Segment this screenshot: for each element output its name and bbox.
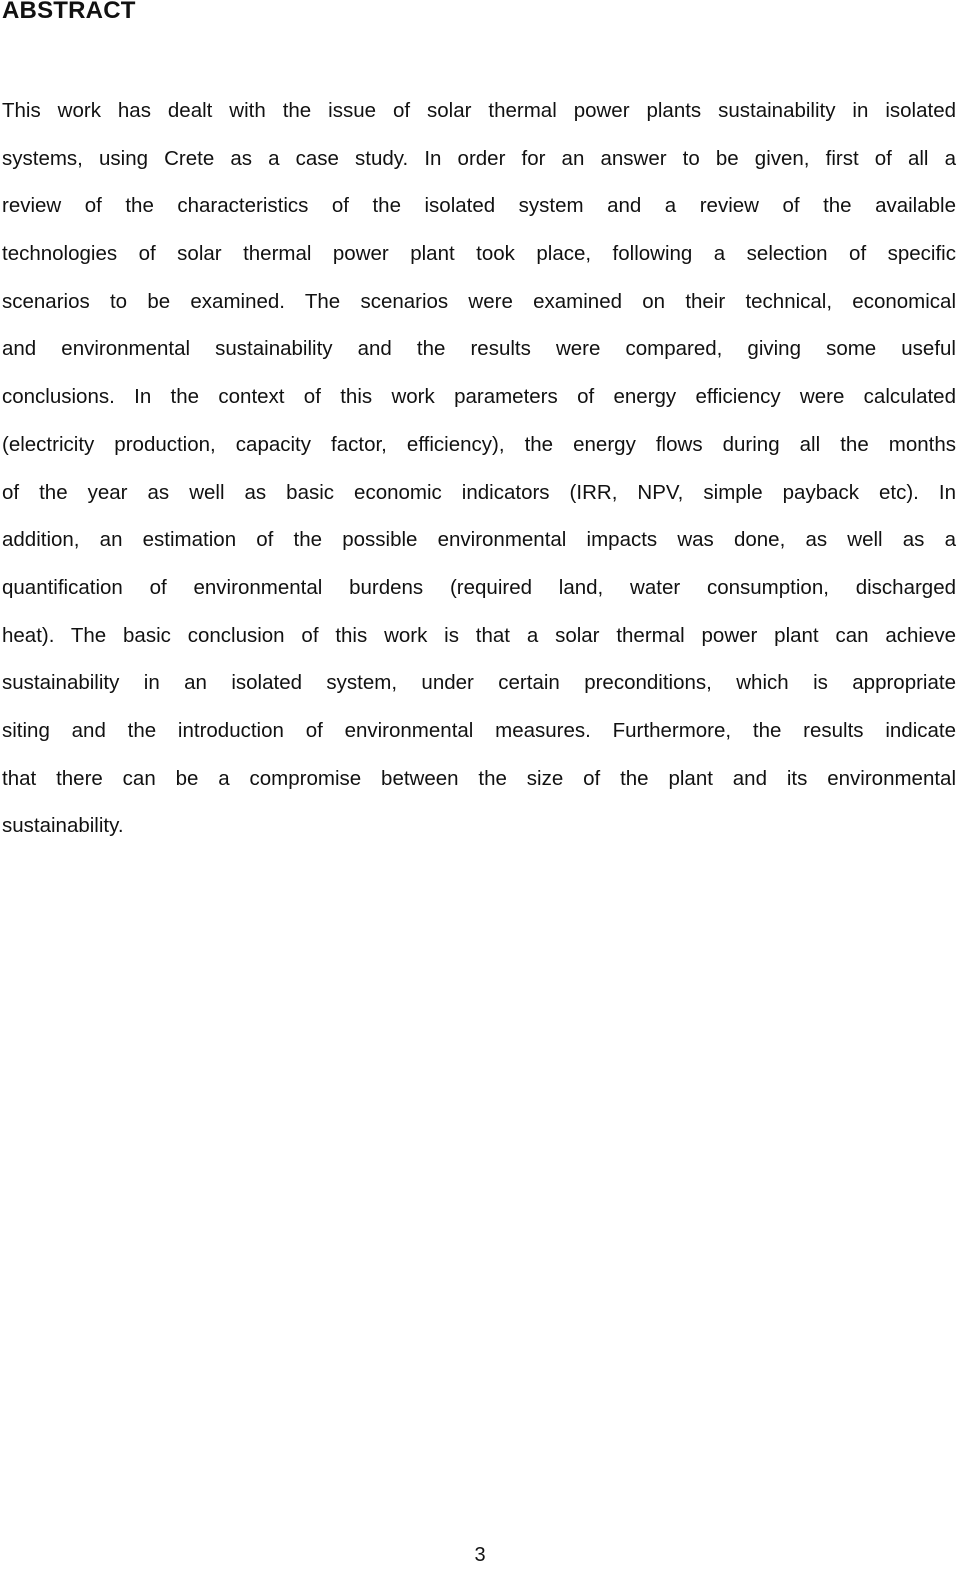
abstract-paragraph xyxy=(2,87,956,850)
paragraph-line: of the year as well as basic economic indicators (IRR, NPV, simple payback etc). In xyxy=(2,480,956,504)
paragraph-line: This work has dealt with the issue of solar thermal power plants sustainability in isolated xyxy=(2,99,956,122)
page-number: 3 xyxy=(474,1544,486,1566)
paragraph-line: addition, an estimation of the possible environmental impacts was done, as well as a xyxy=(2,528,956,552)
paragraph-line: and environmental sustainability and the results were compared, giving some useful xyxy=(2,337,956,361)
paragraph-line: scenarios to be examined. The scenarios were examined on their technical, economical xyxy=(2,289,956,313)
paragraph-line: that there can be a compromise between the size of the plant and its environmental xyxy=(2,766,956,790)
paragraph-line: siting and the introduction of environmental measures. Furthermore, the results indicate xyxy=(2,718,956,742)
paragraph-line: review of the characteristics of the isolated system and a review of the available xyxy=(2,194,956,218)
paragraph-line: conclusions. In the context of this work parameters of energy efficiency were calculated xyxy=(2,385,956,409)
paragraph-line: heat). The basic conclusion of this work is that a solar thermal power plant can achieve xyxy=(2,623,956,647)
paragraph-line: sustainability in an isolated system, under certain preconditions, which is appropriate xyxy=(2,671,956,695)
paragraph-line: technologies of solar thermal power plant took place, following a selection of specific xyxy=(2,242,956,266)
paragraph-line: sustainability. xyxy=(2,814,124,838)
paragraph-line: (electricity production, capacity factor, efficiency), the energy flows during all the months xyxy=(2,432,956,456)
paragraph-line: systems, using Crete as a case study. In order for an answer to be given, first of all a xyxy=(2,146,956,170)
section-heading: ABSTRACT xyxy=(2,0,136,24)
paragraph-line: quantification of environmental burdens (required land, water consumption, discharged xyxy=(2,575,956,599)
